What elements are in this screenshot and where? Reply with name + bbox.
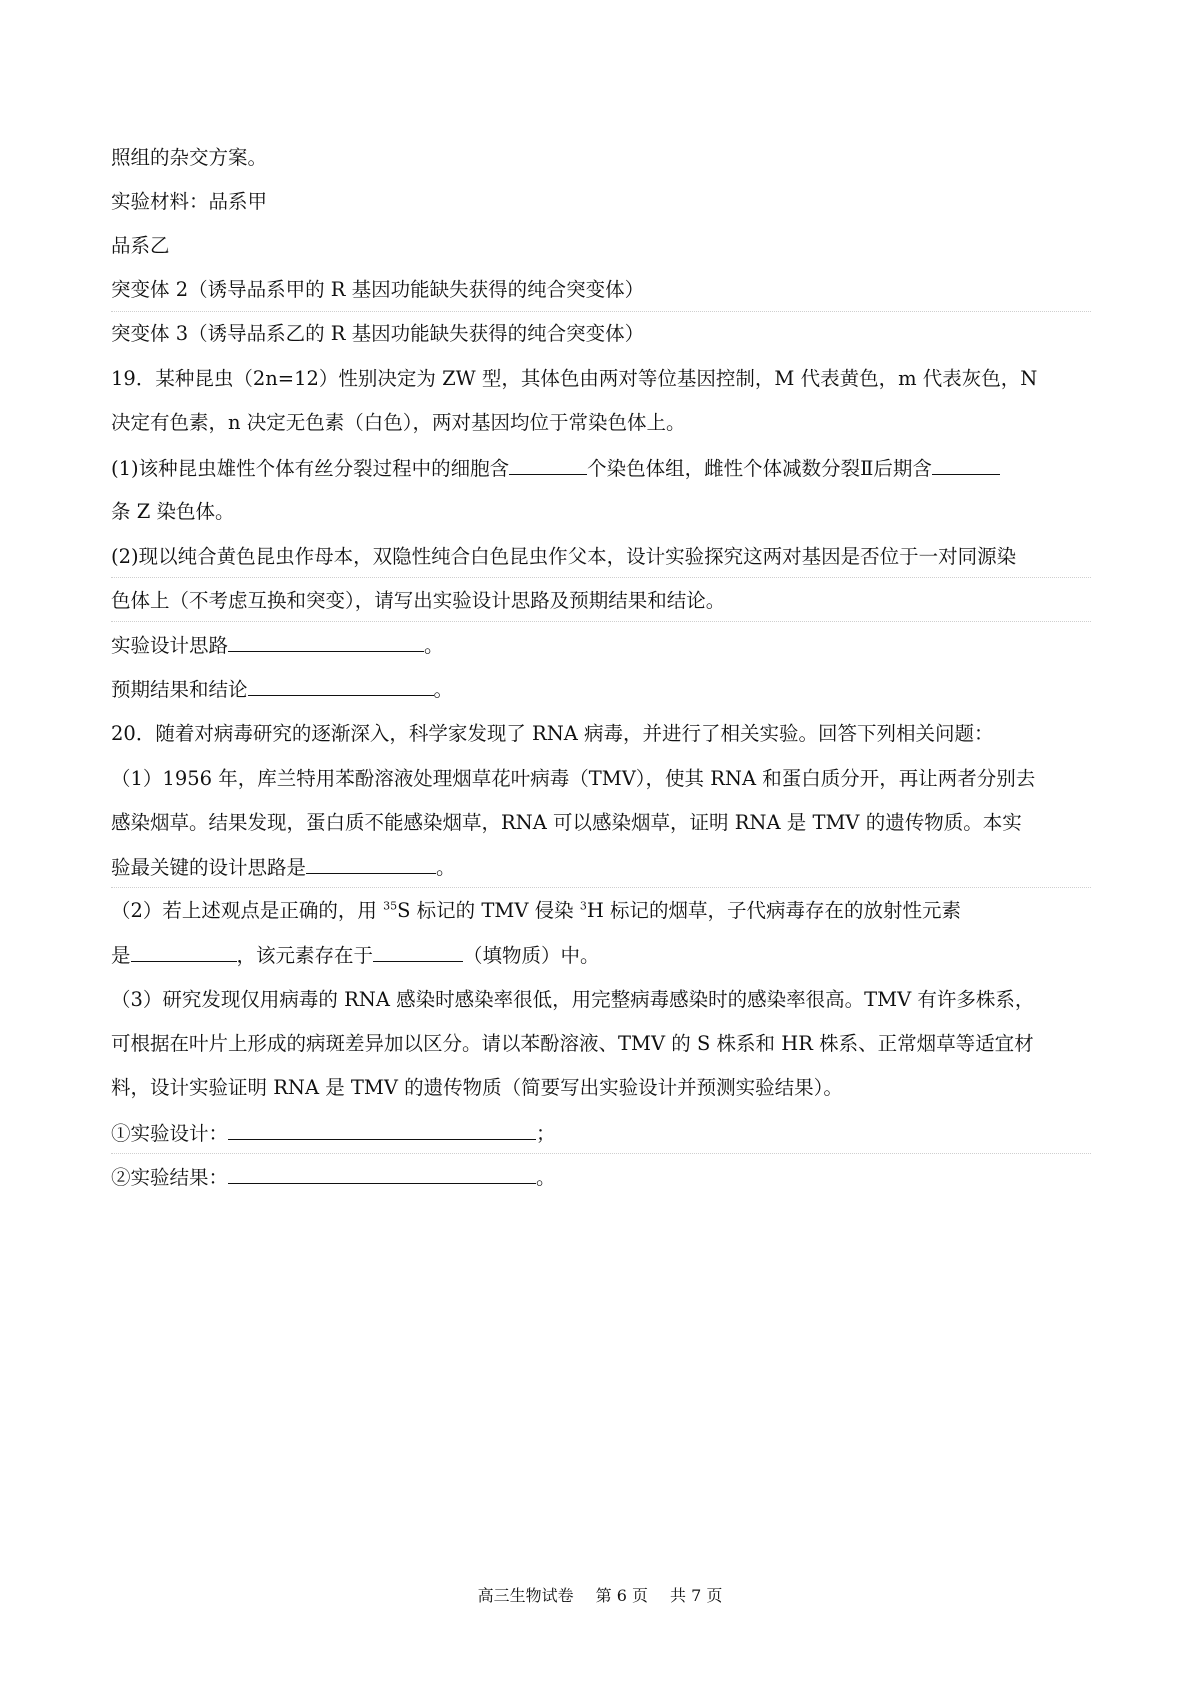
answer-blank[interactable] bbox=[932, 454, 1000, 475]
text-line bbox=[111, 1030, 1091, 1058]
line-text: 。 bbox=[536, 1166, 556, 1189]
footer-page-suffix: 页 bbox=[631, 1586, 648, 1605]
text-line bbox=[111, 853, 1091, 882]
question-20-part-3 bbox=[111, 986, 1091, 1014]
line-text: 19．某种昆虫（2n=12）性别决定为 ZW 型，其体色由两对等位基因控制，M 代表黄色，m 代表灰色，N bbox=[111, 367, 1038, 390]
question-19-stem bbox=[111, 365, 1091, 393]
text-line bbox=[111, 188, 1091, 216]
line-text: 决定有色素，n 决定无色素（白色），两对基因均位于常染色体上。 bbox=[111, 411, 686, 434]
line-text: 实验材料：品系甲 bbox=[111, 190, 268, 213]
answer-blank[interactable] bbox=[248, 675, 434, 696]
line-text: 实验设计思路 bbox=[111, 634, 229, 657]
expected-result-line bbox=[111, 675, 1091, 704]
line-text: 条 Z 染色体。 bbox=[111, 500, 235, 523]
dotted-rule bbox=[111, 1153, 1091, 1154]
design-answer-line bbox=[111, 1119, 1091, 1148]
text-line bbox=[111, 1074, 1091, 1102]
answer-blank[interactable] bbox=[228, 631, 424, 652]
line-text: 色体上（不考虑互换和突变），请写出实验设计思路及预期结果和结论。 bbox=[111, 589, 726, 612]
text-line bbox=[111, 144, 1091, 172]
line-text: ①实验设计： bbox=[111, 1122, 229, 1145]
text-line bbox=[111, 809, 1091, 837]
line-text: 预期结果和结论 bbox=[111, 678, 248, 701]
line-text: 。 bbox=[424, 634, 444, 657]
footer-total-pages: 7 bbox=[691, 1586, 702, 1605]
text-line bbox=[111, 587, 1091, 615]
answer-blank[interactable] bbox=[306, 853, 436, 874]
answer-blank[interactable] bbox=[131, 941, 237, 962]
experiment-design-line bbox=[111, 631, 1091, 660]
footer-page-prefix: 第 bbox=[595, 1586, 612, 1605]
answer-blank[interactable] bbox=[228, 1119, 536, 1140]
question-20-part-1 bbox=[111, 765, 1091, 793]
line-text: 个染色体组，雌性个体减数分裂Ⅱ后期含 bbox=[587, 457, 932, 480]
line-text: 20．随着对病毒研究的逐渐深入，科学家发现了 RNA 病毒，并进行了相关实验。回答下列相关问题： bbox=[111, 722, 994, 745]
superscript: 3 bbox=[579, 899, 587, 913]
line-text: 验最关键的设计思路是 bbox=[111, 856, 307, 879]
line-text: （1）1956 年，库兰特用苯酚溶液处理烟草花叶病毒（TMV），使其 RNA 和蛋白质分开，再让两者分别去 bbox=[111, 767, 1036, 790]
superscript: 35 bbox=[383, 899, 398, 913]
line-text: ； bbox=[536, 1122, 556, 1145]
text-line bbox=[111, 320, 1091, 348]
line-text: （填物质）中。 bbox=[463, 944, 600, 967]
question-20-part-2 bbox=[111, 897, 1091, 925]
line-text: 。 bbox=[433, 678, 454, 701]
dotted-rule bbox=[111, 311, 1091, 312]
text-line bbox=[111, 498, 1091, 526]
answer-blank[interactable] bbox=[509, 454, 587, 475]
line-text: 料，设计实验证明 RNA 是 TMV 的遗传物质（简要写出实验设计并预测实验结果）。 bbox=[111, 1076, 843, 1099]
text-line bbox=[111, 941, 1091, 970]
line-text: 可根据在叶片上形成的病斑差异加以区分。请以苯酚溶液、TMV 的 S 株系和 HR 株系、正常烟草等适宜材 bbox=[111, 1032, 1034, 1055]
line-text: 品系乙 bbox=[111, 234, 170, 257]
question-19-part-2 bbox=[111, 543, 1091, 571]
line-text: （2）若上述观点是正确的，用 bbox=[111, 899, 384, 922]
line-text: 突变体 3（诱导品系乙的 R 基因功能缺失获得的纯合突变体） bbox=[111, 322, 645, 345]
line-text: 。 bbox=[436, 856, 456, 879]
line-text: 感染烟草。结果发现，蛋白质不能感染烟草，RNA 可以感染烟草，证明 RNA 是 TMV 的遗传物质。本实 bbox=[111, 811, 1022, 834]
line-text: 照组的杂交方案。 bbox=[111, 146, 268, 169]
result-answer-line bbox=[111, 1163, 1091, 1192]
line-text: ，该元素存在于 bbox=[236, 944, 374, 967]
footer-page-number: 6 bbox=[616, 1586, 627, 1605]
answer-blank[interactable] bbox=[373, 941, 463, 962]
footer-total-prefix: 共 bbox=[670, 1586, 687, 1605]
question-20-stem bbox=[111, 720, 1091, 748]
line-text: ②实验结果： bbox=[111, 1166, 229, 1189]
text-line bbox=[111, 409, 1091, 437]
line-text: （3）研究发现仅用病毒的 RNA 感染时感染率很低，用完整病毒感染时的感染率很高。TMV 有许多株系， bbox=[111, 988, 1035, 1011]
page-footer bbox=[0, 1584, 1200, 1608]
line-text: 突变体 2（诱导品系甲的 R 基因功能缺失获得的纯合突变体） bbox=[111, 278, 645, 301]
text-line bbox=[111, 276, 1091, 304]
dotted-rule bbox=[111, 621, 1091, 622]
answer-blank[interactable] bbox=[228, 1163, 536, 1184]
line-text: (1)该种昆虫雄性个体有丝分裂过程中的细胞含 bbox=[111, 457, 510, 480]
dotted-rule bbox=[111, 887, 1091, 888]
line-text: 是 bbox=[111, 944, 131, 967]
line-text: (2)现以纯合黄色昆虫作母本，双隐性纯合白色昆虫作父本，设计实验探究这两对基因是否位于一对同源染 bbox=[111, 545, 1017, 568]
question-19-part-1 bbox=[111, 454, 1091, 483]
line-text: S 标记的 TMV 侵染 bbox=[397, 899, 580, 922]
text-line bbox=[111, 232, 1091, 260]
footer-title: 高三生物试卷 bbox=[477, 1586, 574, 1605]
line-text: H 标记的烟草，子代病毒存在的放射性元素 bbox=[586, 899, 962, 922]
dotted-rule bbox=[111, 577, 1091, 578]
footer-total-suffix: 页 bbox=[706, 1586, 723, 1605]
